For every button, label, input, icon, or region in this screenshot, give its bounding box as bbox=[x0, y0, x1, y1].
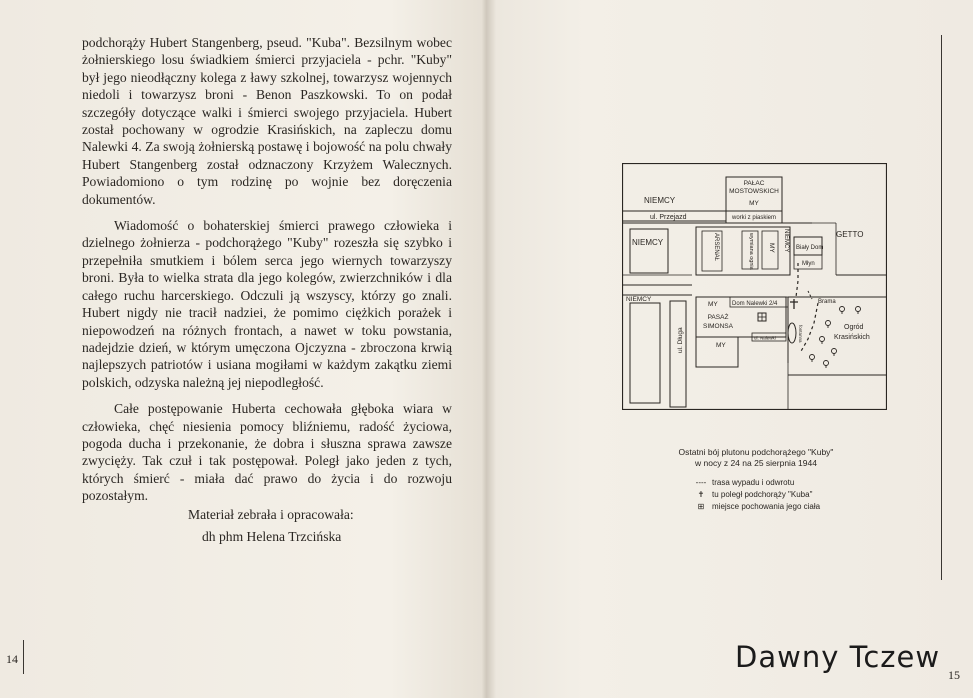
credits bbox=[188, 504, 354, 548]
map-label-niemcy-low: NIEMCY bbox=[626, 296, 652, 303]
map-label-bottom: ul. Nalewki bbox=[754, 335, 776, 341]
caption-line-1: Ostatni bój plutonu podchorążego "Kuby" bbox=[678, 447, 834, 457]
map-label-my-top: MY bbox=[749, 200, 759, 207]
left-page-body bbox=[82, 34, 452, 505]
map-label-ul-dluga: ul. Długa bbox=[677, 327, 684, 353]
legend-label-cross: tu poległ podchorąży "Kuba" bbox=[712, 490, 813, 499]
map-label-palac1: PAŁAC bbox=[743, 180, 765, 187]
left-page bbox=[60, 20, 455, 660]
map-label-arsenal-mid: wymiana ognia bbox=[748, 233, 754, 270]
legend-row-grave bbox=[690, 501, 820, 513]
paragraph-1: podchorąży Hubert Stangenberg, pseud. "Kuba". Bezsilnym wobec żołnierskiego losu świadkiem śmierci przyjaciela - pchr. "Kuby" był jego nieodłączny kolega z ławy szkolnej, towarzysz wojennych niedoli i towarzysz broni - Benon Paszkowski. To on podał szczegóły dotyczące walki i śmierci swojego przyjaciela. Hubert został pochowany w ogrodzie Krasińskich, na zapleczu domu Nalewki 4. Za swoją żołnierską postawę i bojowość na polu chwały Hubert Stangenberg został odznaczony Krzyżem Walecznych. Powiadomiono o tym rodzinę po wojnie bez doręczenia dokumentów. bbox=[82, 35, 452, 207]
map-caption bbox=[640, 447, 872, 469]
legend-row-cross bbox=[690, 489, 820, 501]
map-label-brama: Brama bbox=[818, 299, 836, 305]
map-label-palac2: MOSTOWSKICH bbox=[729, 188, 779, 195]
map-label-oval: fontanna bbox=[798, 325, 803, 343]
legend-label-grave: miejsce pochowania jego ciała bbox=[712, 502, 821, 511]
cross-icon: ✝ bbox=[697, 490, 705, 499]
map-label-simonsa: SIMONSA bbox=[703, 323, 733, 330]
map-label-niemcy-mid: NIEMCY bbox=[632, 238, 664, 247]
paragraph-3: Całe postępowanie Huberta cechowała głęboka wiara w człowieka, chęć niesienia pomocy bliźniemu, radość życiowa, pogoda ducha i przekonanie, że dobra i słuszna sprawa zawsze zwycięży. Tak czuł i tak postępował. Poległ jako jeden z tych, których śmierć - miała dać prawo do życia i do rozwoju pozostałym. bbox=[82, 401, 452, 504]
battle-map-svg bbox=[622, 163, 887, 410]
dashed-line-icon: ---- bbox=[695, 478, 707, 487]
page-number-left: 14 bbox=[6, 652, 18, 666]
watermark: Dawny Tczew bbox=[735, 640, 941, 674]
credit-line-1: Materiał zebrała i opracowała: bbox=[188, 507, 354, 522]
legend-row-route bbox=[690, 477, 820, 489]
map-label-mlyn: Młyn bbox=[802, 261, 815, 267]
map-label-niemcy-vert: NIEMCY bbox=[783, 229, 789, 253]
map-label-my-bottom: MY bbox=[716, 342, 726, 349]
map-label-ul-przejazd: ul. Przejazd bbox=[650, 214, 687, 221]
map-label-arsenal: ARSENAŁ bbox=[713, 233, 719, 262]
map-label-pasaz: PASAŻ bbox=[707, 314, 729, 321]
map-legend bbox=[690, 477, 820, 513]
left-margin-rule bbox=[23, 640, 24, 674]
map-label-my-low: MY bbox=[708, 301, 718, 308]
credit-line-2: dh phm Helena Trzcińska bbox=[202, 529, 342, 544]
map-label-getto: GETTO bbox=[836, 230, 864, 239]
map-label-dom-nalewki: Dom Nalewki 2/4 bbox=[732, 301, 778, 307]
right-margin-rule bbox=[941, 35, 942, 580]
map-label-bialy-dom: Biały Dom bbox=[796, 245, 824, 251]
caption-line-2: w nocy z 24 na 25 sierpnia 1944 bbox=[695, 458, 817, 468]
map-label-ogrod2: Krasińskich bbox=[834, 334, 870, 341]
map-label-my-mid: MY bbox=[768, 243, 775, 253]
grave-icon: ⊞ bbox=[697, 502, 705, 511]
map-label-niemcy-top: NIEMCY bbox=[644, 196, 676, 205]
map-label-worki: worki z piaskiem bbox=[732, 215, 777, 221]
battle-map bbox=[622, 163, 887, 410]
paragraph-2: Wiadomość o bohaterskiej śmierci prawego człowieka i dzielnego żołnierza - podchorążego "Kuby" rozeszła się szybko i przepełniła smutkiem i bólem serca jego wiernych towarzyszy broni. Była to wielka strata dla jego kolegów, zwierzchników i dla całego ruchu harcerskiego. Odczuli ją wszyscy, którzy go znali. Hubert nigdy nie tracił nadziei, że pomimo ciężkich porażek i niepowodzeń na różnych frontach, a nawet w toku powstania, nadejdzie dzień, w którym umęczona Ojczyzna - zbroczona krwią najlepszych patriotów i usiana mogiłami w każdym zakątku ziemi polskich, odzyska należną jej niepodległość. bbox=[82, 218, 452, 390]
legend-label-route: trasa wypadu i odwrotu bbox=[712, 478, 795, 487]
map-label-ogrod1: Ogród bbox=[844, 324, 864, 331]
page-number-right: 15 bbox=[948, 668, 960, 682]
